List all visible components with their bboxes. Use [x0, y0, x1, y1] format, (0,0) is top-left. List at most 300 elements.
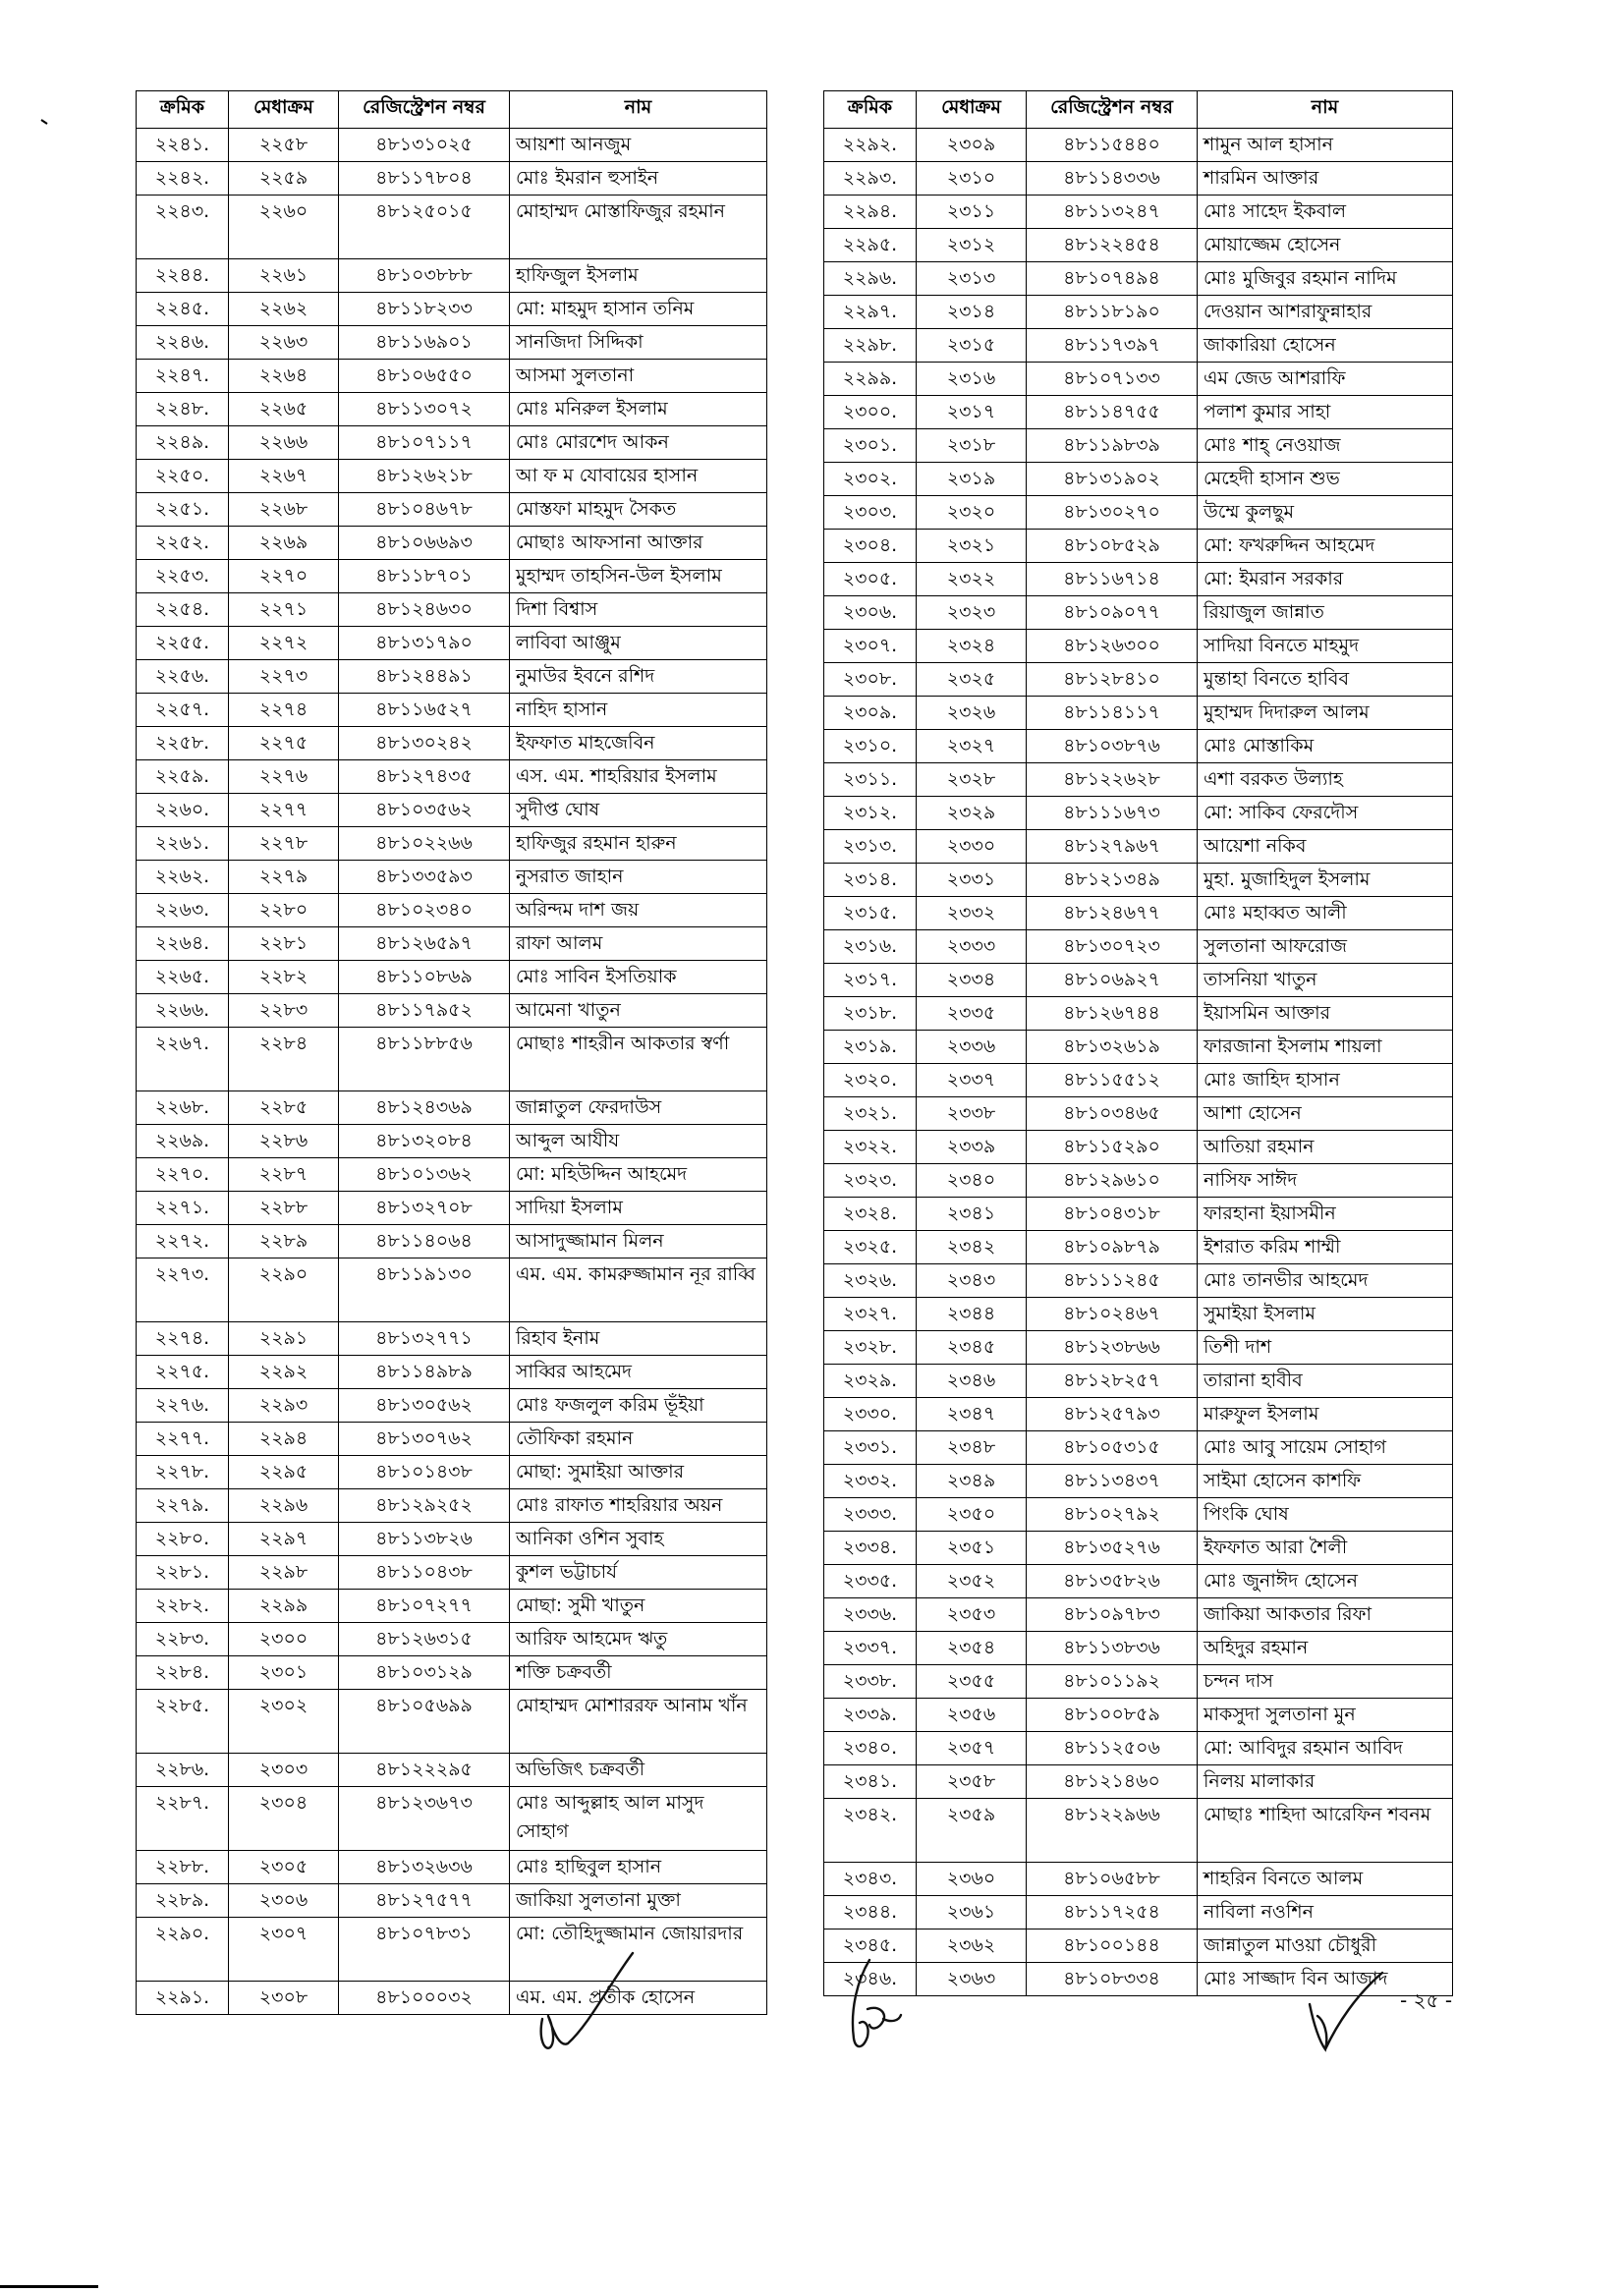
table-row [824, 596, 1453, 630]
serial-cell: ২৩৩২. [824, 1465, 917, 1498]
merit-cell: ২২৭৬ [229, 760, 339, 794]
serial-cell: ২২৪২. [137, 162, 229, 196]
name-cell: আয়শা আনজুম [510, 129, 767, 162]
table-row [137, 1556, 767, 1590]
table-row [824, 1465, 1453, 1498]
serial-cell: ২৩১১. [824, 763, 917, 797]
registration-cell: ৪৮১১০৮৬৯ [339, 961, 510, 994]
table-row [824, 1799, 1453, 1863]
table-row [824, 1632, 1453, 1665]
registration-cell: ৪৮১২২৪৫৪ [1027, 229, 1198, 262]
merit-cell: ২২৯৯ [229, 1590, 339, 1623]
table-row [824, 1264, 1453, 1298]
name-cell: কুশল ভট্টাচার্য [510, 1556, 767, 1590]
name-cell: মোছাঃ আফসানা আক্তার [510, 527, 767, 560]
registration-cell: ৪৮১০১৪৩৮ [339, 1456, 510, 1489]
column-header-name: নাম [1198, 91, 1453, 129]
table-row [824, 262, 1453, 296]
name-cell: মোঃ আবু সায়েম সোহাগ [1198, 1431, 1453, 1465]
merit-cell: ২২৬০ [229, 196, 339, 259]
registration-cell: ৪৮১২২৬২৮ [1027, 763, 1198, 797]
name-cell: দেওয়ান আশরাফুন্নাহার [1198, 296, 1453, 329]
name-cell: নাবিলা নওশিন [1198, 1896, 1453, 1929]
merit-cell: ২৩২৩ [917, 596, 1027, 630]
table-row [137, 1523, 767, 1556]
name-cell: অরিন্দম দাশ জয় [510, 894, 767, 927]
merit-cell: ২২৭৮ [229, 827, 339, 861]
merit-cell: ২২৮৪ [229, 1028, 339, 1091]
registration-cell: ৪৮১২৬৩০০ [1027, 630, 1198, 663]
merit-cell: ২৩৪০ [917, 1164, 1027, 1198]
name-cell: শারমিন আক্তার [1198, 162, 1453, 196]
merit-cell: ২৩২২ [917, 563, 1027, 596]
merit-cell: ২৩৪৭ [917, 1398, 1027, 1431]
serial-cell: ২৩০৩. [824, 496, 917, 530]
registration-cell: ৪৮১২৪৪৯১ [339, 660, 510, 694]
name-cell: জান্নাতুল ফেরদাউস [510, 1091, 767, 1125]
name-cell: মোঃ তানভীর আহমেদ [1198, 1264, 1453, 1298]
merit-cell: ২৩২০ [917, 496, 1027, 530]
registration-cell: ৪৮১২৯২৫২ [339, 1489, 510, 1523]
serial-cell: ২৩০৬. [824, 596, 917, 630]
name-cell: ইয়াসমিন আক্তার [1198, 997, 1453, 1031]
registration-cell: ৪৮১২২২৯৫ [339, 1754, 510, 1787]
merit-cell: ২৩৩৮ [917, 1097, 1027, 1131]
merit-cell: ২২৬৬ [229, 426, 339, 460]
registration-cell: ৪৮১৩৫৮২৬ [1027, 1565, 1198, 1598]
serial-cell: ২২৮০. [137, 1523, 229, 1556]
registration-cell: ৪৮১০৬৬৯৩ [339, 527, 510, 560]
column-header-registration: রেজিস্ট্রেশন নম্বর [1027, 91, 1198, 129]
name-cell: লাবিবা আঞ্জুম [510, 627, 767, 660]
merit-cell: ২৩৩০ [917, 830, 1027, 864]
serial-cell: ২২৯৮. [824, 329, 917, 363]
name-cell: আতিয়া রহমান [1198, 1131, 1453, 1164]
registration-cell: ৪৮১১৮২৩৩ [339, 293, 510, 326]
table-row [137, 460, 767, 493]
table-row [137, 196, 767, 259]
registration-cell: ৪৮১১৩৪৩৭ [1027, 1465, 1198, 1498]
registration-cell: ৪৮১০৩৫৬২ [339, 794, 510, 827]
page-number: - ২৫ - [1400, 1988, 1453, 2012]
merit-cell: ২২৬২ [229, 293, 339, 326]
merit-cell: ২৩০১ [229, 1656, 339, 1690]
registration-cell: ৪৮১৩০৭২৩ [1027, 930, 1198, 964]
serial-cell: ২২৭১. [137, 1192, 229, 1225]
table-row [137, 1982, 767, 2015]
serial-cell: ২২৯৫. [824, 229, 917, 262]
registration-cell: ৪৮১১৪৯৮৯ [339, 1356, 510, 1389]
serial-cell: ২২৬২. [137, 861, 229, 894]
serial-cell: ২২৫২. [137, 527, 229, 560]
name-cell: সুমাইয়া ইসলাম [1198, 1298, 1453, 1331]
name-cell: অভিজিৎ চক্রবর্তী [510, 1754, 767, 1787]
serial-cell: ২৩০৫. [824, 563, 917, 596]
name-cell: ফারহানা ইয়াসমীন [1198, 1198, 1453, 1231]
registration-cell: ৪৮১২৪৩৬৯ [339, 1091, 510, 1125]
registration-cell: ৪৮১১৫৪৪০ [1027, 129, 1198, 162]
signature-middle [840, 1950, 919, 2058]
table-row [137, 694, 767, 727]
column-header-registration: রেজিস্ট্রেশন নম্বর [339, 91, 510, 129]
registration-cell: ৪৮১২৬২১৮ [339, 460, 510, 493]
name-cell: নাসিফ সাঈদ [1198, 1164, 1453, 1198]
table-row [824, 363, 1453, 396]
table-row [137, 293, 767, 326]
table-row [137, 1091, 767, 1125]
name-cell: জান্নাতুল মাওয়া চৌধুরী [1198, 1929, 1453, 1963]
name-cell: আরিফ আহমেদ ঋতু [510, 1623, 767, 1656]
name-cell: আসাদুজ্জামান মিলন [510, 1225, 767, 1258]
merit-cell: ২৩০৩ [229, 1754, 339, 1787]
registration-cell: ৪৮১০৭৮৩১ [339, 1918, 510, 1982]
registration-cell: ৪৮১০৭২৭৭ [339, 1590, 510, 1623]
name-cell: মোছা: সুমাইয়া আক্তার [510, 1456, 767, 1489]
table-row [137, 162, 767, 196]
serial-cell: ২৩২৪. [824, 1198, 917, 1231]
column-header-merit: মেধাক্রম [917, 91, 1027, 129]
table-row [137, 1754, 767, 1787]
serial-cell: ২২৭৮. [137, 1456, 229, 1489]
name-cell: আব্দুল আযীয [510, 1125, 767, 1158]
serial-cell: ২৩০০. [824, 396, 917, 429]
table-row [824, 864, 1453, 897]
serial-cell: ২২৪৩. [137, 196, 229, 259]
merit-cell: ২৩৩৪ [917, 964, 1027, 997]
merit-cell: ২৩৫৯ [917, 1799, 1027, 1863]
merit-cell: ২২৬৮ [229, 493, 339, 527]
name-cell: মোঃ শাহ্ নেওয়াজ [1198, 429, 1453, 463]
serial-cell: ২২৫৪. [137, 593, 229, 627]
serial-cell: ২৩৩০. [824, 1398, 917, 1431]
serial-cell: ২৩৩৭. [824, 1632, 917, 1665]
merit-cell: ২৩৪৬ [917, 1365, 1027, 1398]
merit-cell: ২৩০৭ [229, 1918, 339, 1982]
serial-cell: ২৩০৮. [824, 663, 917, 697]
serial-cell: ২২৪৭. [137, 360, 229, 393]
serial-cell: ২৩১০. [824, 730, 917, 763]
name-cell: মোঃ মোরশেদ আকন [510, 426, 767, 460]
table-row [824, 663, 1453, 697]
merit-cell: ২৩২৬ [917, 697, 1027, 730]
registration-cell: ৪৮১০০০৩২ [339, 1982, 510, 2015]
table-row [137, 1884, 767, 1918]
registration-cell: ৪৮১১৯৮৩৯ [1027, 429, 1198, 463]
table-row [137, 1590, 767, 1623]
registration-cell: ৪৮১০৬৫৫০ [339, 360, 510, 393]
name-cell: সানজিদা সিদ্দিকা [510, 326, 767, 360]
registration-cell: ৪৮১২৭৫৭৭ [339, 1884, 510, 1918]
name-cell: পলাশ কুমার সাহা [1198, 396, 1453, 429]
registration-cell: ৪৮১২৭৪৩৫ [339, 760, 510, 794]
serial-cell: ২৩১৪. [824, 864, 917, 897]
name-cell: মো: তৌহিদুজ্জামান জোয়ারদার [510, 1918, 767, 1982]
table-row [824, 1064, 1453, 1097]
registration-cell: ৪৮১১৩০৭২ [339, 393, 510, 426]
registration-cell: ৪৮১১৪০৬৪ [339, 1225, 510, 1258]
table-row [137, 760, 767, 794]
registration-cell: ৪৮১০৭১১৭ [339, 426, 510, 460]
serial-cell: ২৩৩৪. [824, 1532, 917, 1565]
serial-cell: ২২৮২. [137, 1590, 229, 1623]
merit-cell: ২৩১৬ [917, 363, 1027, 396]
serial-cell: ২২৫৬. [137, 660, 229, 694]
name-cell: সাদিয়া বিনতে মাহমুদ [1198, 630, 1453, 663]
table-row [824, 1398, 1453, 1431]
name-cell: রিয়াজুল জান্নাত [1198, 596, 1453, 630]
registration-cell: ৪৮১২৬৫৯৭ [339, 927, 510, 961]
serial-cell: ২৩১৮. [824, 997, 917, 1031]
table-row [137, 894, 767, 927]
registration-cell: ৪৮১২৫০১৫ [339, 196, 510, 259]
table-row [824, 997, 1453, 1031]
merit-cell: ২২৯৪ [229, 1423, 339, 1456]
serial-cell: ২৩০১. [824, 429, 917, 463]
registration-cell: ৪৮১৩২০৮৪ [339, 1125, 510, 1158]
registration-cell: ৪৮১০৭১৩৩ [1027, 363, 1198, 396]
name-cell: মোঃ ফজলুল করিম ভূঁইয়া [510, 1389, 767, 1423]
name-cell: শামুন আল হাসান [1198, 129, 1453, 162]
registration-cell: ৪৮১১২৫০৬ [1027, 1732, 1198, 1765]
name-cell: মো: ইমরান সরকার [1198, 563, 1453, 596]
table-row [824, 1097, 1453, 1131]
name-cell: ফারজানা ইসলাম শায়লা [1198, 1031, 1453, 1064]
registration-cell: ৪৮১০৪৩১৮ [1027, 1198, 1198, 1231]
name-cell: শাহরিন বিনতে আলম [1198, 1863, 1453, 1896]
merit-cell: ২৩২১ [917, 530, 1027, 563]
merit-cell: ২২৮৮ [229, 1192, 339, 1225]
registration-cell: ৪৮১২৪৬৭৭ [1027, 897, 1198, 930]
merit-cell: ২২৯২ [229, 1356, 339, 1389]
serial-cell: ২২৭৭. [137, 1423, 229, 1456]
name-cell: মোছাঃ শাহরীন আকতার স্বর্ণা [510, 1028, 767, 1091]
merit-cell: ২৩৬০ [917, 1863, 1027, 1896]
merit-cell: ২৩৩৫ [917, 997, 1027, 1031]
registration-cell: ৪৮১৩২৭৭১ [339, 1322, 510, 1356]
merit-cell: ২৩৪২ [917, 1231, 1027, 1264]
name-cell: হাফিজুর রহমান হারুন [510, 827, 767, 861]
serial-cell: ২২৮৬. [137, 1754, 229, 1787]
merit-cell: ২২৭১ [229, 593, 339, 627]
table-row [824, 1598, 1453, 1632]
serial-cell: ২৩১৯. [824, 1031, 917, 1064]
registration-cell: ৪৮১২৩৮৬৬ [1027, 1331, 1198, 1365]
serial-cell: ২৩২৭. [824, 1298, 917, 1331]
registration-cell: ৪৮১০০৮৫৯ [1027, 1699, 1198, 1732]
serial-cell: ২২৬৬. [137, 994, 229, 1028]
name-cell: এম জেড আশরাফি [1198, 363, 1453, 396]
serial-cell: ২৩০৭. [824, 630, 917, 663]
merit-cell: ২২৭৭ [229, 794, 339, 827]
table-row [824, 129, 1453, 162]
registration-cell: ৪৮১০৬৫৮৮ [1027, 1863, 1198, 1896]
name-cell: সাইমা হোসেন কাশফি [1198, 1465, 1453, 1498]
registration-cell: ৪৮১৩১০২৫ [339, 129, 510, 162]
registration-cell: ৪৮১১৮১৯০ [1027, 296, 1198, 329]
merit-cell: ২২৯৭ [229, 1523, 339, 1556]
serial-cell: ২২৯৪. [824, 196, 917, 229]
table-row [137, 961, 767, 994]
serial-cell: ২৩৪০. [824, 1732, 917, 1765]
merit-cell: ২২৫৯ [229, 162, 339, 196]
table-row [137, 1489, 767, 1523]
name-cell: তাসনিয়া খাতুন [1198, 964, 1453, 997]
serial-cell: ২২৯০. [137, 1918, 229, 1982]
name-cell: এস. এম. শাহরিয়ার ইসলাম [510, 760, 767, 794]
table-row [824, 1765, 1453, 1799]
table-row [824, 1131, 1453, 1164]
name-cell: মোয়াজ্জেম হোসেন [1198, 229, 1453, 262]
registration-cell: ৪৮১০২৩৪০ [339, 894, 510, 927]
table-row [137, 1656, 767, 1690]
serial-cell: ২৩২১. [824, 1097, 917, 1131]
registration-cell: ৪৮১০৮৫২৯ [1027, 530, 1198, 563]
name-cell: আমেনা খাতুন [510, 994, 767, 1028]
serial-cell: ২২৬৯. [137, 1125, 229, 1158]
signature-right [1302, 1965, 1390, 2063]
registration-cell: ৪৮১০৩৮৮৮ [339, 259, 510, 293]
merit-cell: ২২৬৭ [229, 460, 339, 493]
merit-cell: ২৩২৮ [917, 763, 1027, 797]
merit-cell: ২৩৩৭ [917, 1064, 1027, 1097]
registration-cell: ৪৮১৩২৬১৯ [1027, 1031, 1198, 1064]
merit-cell: ২৩০৪ [229, 1787, 339, 1851]
name-cell: এম. এম. প্রতীক হোসেন [510, 1982, 767, 2015]
serial-cell: ২২৮৫. [137, 1690, 229, 1754]
registration-cell: ৪৮১০০১৪৪ [1027, 1929, 1198, 1963]
serial-cell: ২৩২০. [824, 1064, 917, 1097]
merit-cell: ২৩৩৩ [917, 930, 1027, 964]
name-cell: সুদীপ্ত ঘোষ [510, 794, 767, 827]
table-row [137, 1225, 767, 1258]
merit-cell: ২২৮৩ [229, 994, 339, 1028]
merit-cell: ২২৯০ [229, 1258, 339, 1322]
table-row [137, 360, 767, 393]
name-cell: ইফফাত মাহজেবিন [510, 727, 767, 760]
merit-cell: ২২৫৮ [229, 129, 339, 162]
name-cell: মোঃ সাজ্জাদ বিন আজাদ [1198, 1963, 1453, 1996]
name-cell: সুলতানা আফরোজ [1198, 930, 1453, 964]
serial-cell: ২৩৪৬. [824, 1963, 917, 1996]
table-row [824, 196, 1453, 229]
serial-cell: ২৩০৯. [824, 697, 917, 730]
registration-cell: ৪৮১০৫৬৯৯ [339, 1690, 510, 1754]
registration-cell: ৪৮১০৫৩১৫ [1027, 1431, 1198, 1465]
serial-cell: ২২৫১. [137, 493, 229, 527]
merit-cell: ২৩০৯ [917, 129, 1027, 162]
merit-cell: ২২৭২ [229, 627, 339, 660]
table-row [824, 1231, 1453, 1264]
serial-cell: ২২৯৭. [824, 296, 917, 329]
table-row [137, 1192, 767, 1225]
serial-cell: ২৩৪৩. [824, 1863, 917, 1896]
serial-cell: ২৩৩১. [824, 1431, 917, 1465]
table-row [137, 560, 767, 593]
merit-cell: ২২৮১ [229, 927, 339, 961]
table-row [824, 1365, 1453, 1398]
table-row [824, 830, 1453, 864]
name-cell: মাকসুদা সুলতানা মুন [1198, 1699, 1453, 1732]
merit-cell: ২৩৫১ [917, 1532, 1027, 1565]
table-row [824, 229, 1453, 262]
table-row [137, 1028, 767, 1091]
merit-cell: ২৩১১ [917, 196, 1027, 229]
registration-cell: ৪৮১১৯১৩০ [339, 1258, 510, 1322]
registration-cell: ৪৮১১৬৫২৭ [339, 694, 510, 727]
registration-cell: ৪৮১১১৬৭৩ [1027, 797, 1198, 830]
name-cell: মোস্তফা মাহমুদ সৈকত [510, 493, 767, 527]
registration-cell: ৪৮১৩৫২৭৬ [1027, 1532, 1198, 1565]
registration-cell: ৪৮১২৭৯৬৭ [1027, 830, 1198, 864]
merit-cell: ২৩১৪ [917, 296, 1027, 329]
serial-cell: ২২৭৯. [137, 1489, 229, 1523]
registration-cell: ৪৮১৩২৭০৮ [339, 1192, 510, 1225]
registration-cell: ৪৮১২৩৬৭৩ [339, 1787, 510, 1851]
serial-cell: ২২৪৯. [137, 426, 229, 460]
merit-cell: ২৩৫৪ [917, 1632, 1027, 1665]
serial-cell: ২২৪৬. [137, 326, 229, 360]
merit-cell: ২৩০৫ [229, 1851, 339, 1884]
registration-cell: ৪৮১০৬৯২৭ [1027, 964, 1198, 997]
registration-cell: ৪৮১২৮২৫৭ [1027, 1365, 1198, 1398]
serial-cell: ২৩১২. [824, 797, 917, 830]
registration-cell: ৪৮১১৩৮২৬ [339, 1523, 510, 1556]
merit-cell: ২৩০০ [229, 1623, 339, 1656]
table-row [137, 426, 767, 460]
column-header-merit: মেধাক্রম [229, 91, 339, 129]
serial-cell: ২৩১৩. [824, 830, 917, 864]
merit-cell: ২৩২৪ [917, 630, 1027, 663]
column-header-name: নাম [510, 91, 767, 129]
serial-cell: ২৩২৮. [824, 1331, 917, 1365]
name-cell: অহিদুর রহমান [1198, 1632, 1453, 1665]
serial-cell: ২২৯২. [824, 129, 917, 162]
name-cell: মোঃ আব্দুল্লাহ আল মাসুদ সোহাগ [510, 1787, 767, 1851]
name-cell: আসমা সুলতানা [510, 360, 767, 393]
merit-cell: ২২৯৫ [229, 1456, 339, 1489]
merit-cell: ২৩১৩ [917, 262, 1027, 296]
registration-cell: ৪৮১০২৪৬৭ [1027, 1298, 1198, 1331]
registration-cell: ৪৮১০৩১২৯ [339, 1656, 510, 1690]
table-row [824, 1198, 1453, 1231]
registration-cell: ৪৮১০৩৮৭৬ [1027, 730, 1198, 763]
registration-cell: ৪৮১১৩৮৩৬ [1027, 1632, 1198, 1665]
name-cell: মো: মহিউদ্দিন আহমেদ [510, 1158, 767, 1192]
name-cell: তিশী দাশ [1198, 1331, 1453, 1365]
registration-cell: ৪৮১২৬৩১৫ [339, 1623, 510, 1656]
merit-cell: ২২৮৬ [229, 1125, 339, 1158]
registration-cell: ৪৮১১৪১১৭ [1027, 697, 1198, 730]
serial-cell: ২৩২৯. [824, 1365, 917, 1398]
table-row [824, 1431, 1453, 1465]
serial-cell: ২২৮১. [137, 1556, 229, 1590]
registration-cell: ৪৮১৩০৭৬২ [339, 1423, 510, 1456]
name-cell: এম. এম. কামরুজ্জামান নূর রাব্বি [510, 1258, 767, 1322]
serial-cell: ২৩১৫. [824, 897, 917, 930]
merit-cell: ২২৭০ [229, 560, 339, 593]
registration-cell: ৪৮১১৭৮০৪ [339, 162, 510, 196]
table-row [137, 326, 767, 360]
registration-cell: ৪৮১১৫২৯০ [1027, 1131, 1198, 1164]
table-row [137, 927, 767, 961]
table-row [137, 527, 767, 560]
table-row [824, 563, 1453, 596]
merit-cell: ২৩৪৮ [917, 1431, 1027, 1465]
serial-cell: ২২৬১. [137, 827, 229, 861]
serial-cell: ২২৭৩. [137, 1258, 229, 1322]
name-cell: জাকিয়া সুলতানা মুক্তা [510, 1884, 767, 1918]
serial-cell: ২২৯৯. [824, 363, 917, 396]
